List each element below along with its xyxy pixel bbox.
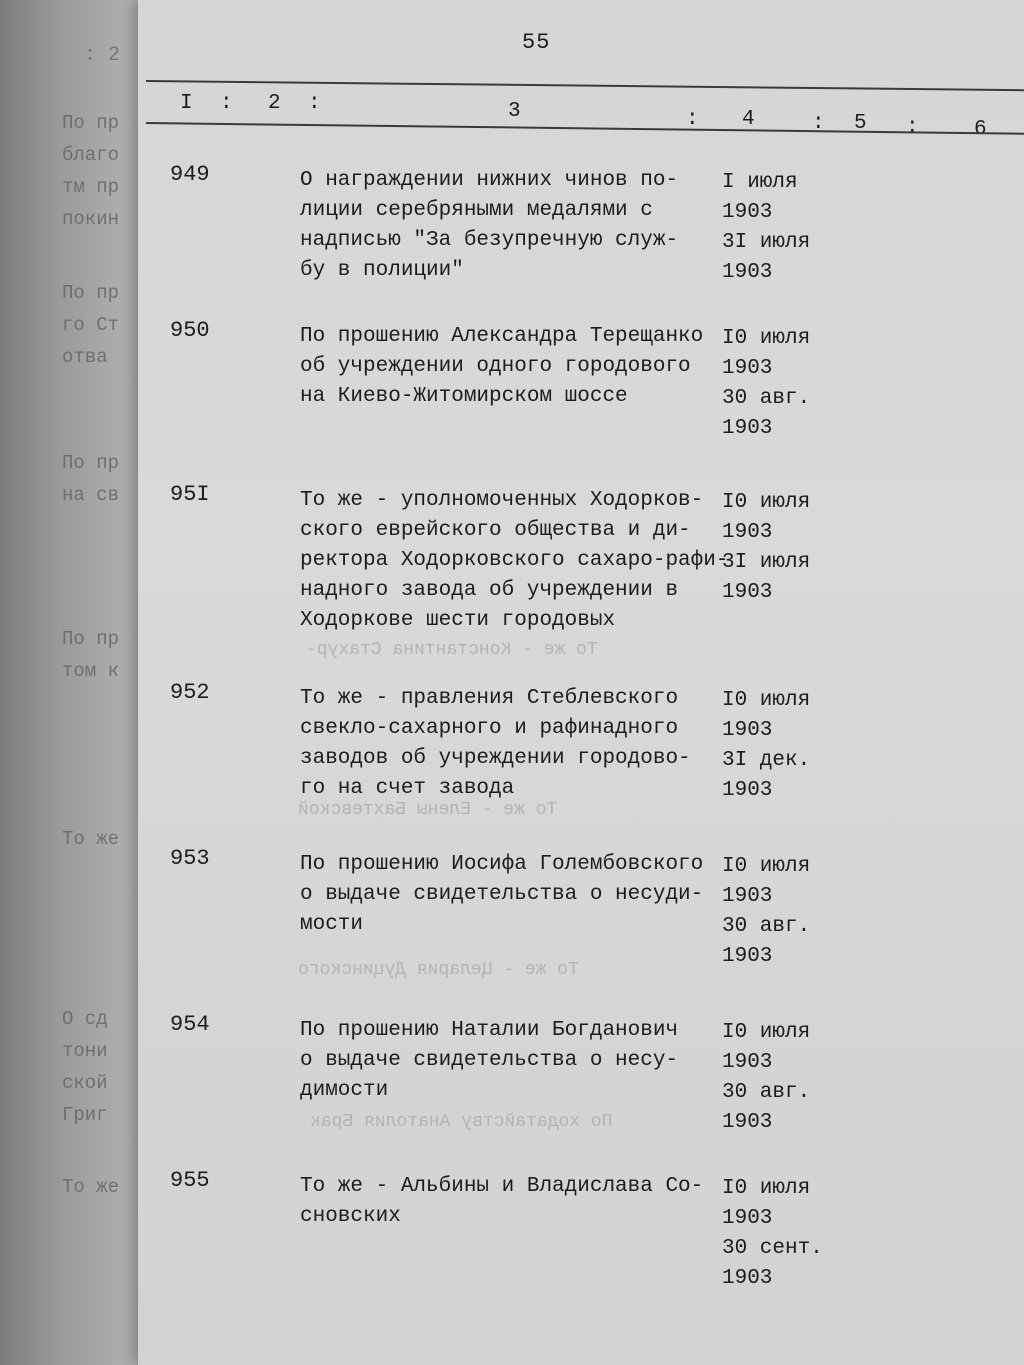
adjacent-page-fragment: тм пр <box>62 176 120 198</box>
end-year: 1903 <box>722 261 773 284</box>
description-line: свекло-сахарного и рафинадного <box>300 717 679 740</box>
entry-number: 952 <box>170 680 210 705</box>
entry-number: 95I <box>170 482 210 507</box>
start-year: 1903 <box>722 357 773 380</box>
column-header-6: 6 <box>974 118 987 141</box>
description-line: По прошению Наталии Богданович <box>300 1019 679 1042</box>
description-line: на Киево-Житомирском шоссе <box>300 385 628 408</box>
column-header-2: 2 <box>268 92 281 115</box>
end-date: 30 авг. <box>722 915 811 938</box>
end-year: 1903 <box>722 1111 773 1134</box>
start-year: 1903 <box>722 885 773 908</box>
description-line: бу в полиции" <box>300 259 464 282</box>
column-header-5: 5 <box>854 112 867 135</box>
header-top-rule <box>146 80 1024 91</box>
entry-dates <box>722 686 810 806</box>
adjacent-page-fragment: благо <box>62 144 120 166</box>
start-year: 1903 <box>722 1207 773 1230</box>
description-line: ского еврейского общества и ди- <box>300 519 691 542</box>
start-date: I0 июля <box>722 689 811 712</box>
description-line: Ходоркове шести городовых <box>300 609 616 632</box>
start-date: I0 июля <box>722 491 811 514</box>
description-line: заводов об учреждении городово- <box>300 747 691 770</box>
column-separator: : <box>686 108 699 131</box>
end-year: 1903 <box>722 581 773 604</box>
description-line: То же - Альбины и Владислава Со- <box>300 1175 704 1198</box>
description-line: То же - правления Стеблевского <box>300 687 679 710</box>
end-date: 30 авг. <box>722 1081 811 1104</box>
start-date: I0 июля <box>722 327 811 350</box>
adjacent-page-fragment: То же <box>62 1176 120 1198</box>
column-header-1: I <box>180 92 193 115</box>
entry-dates <box>722 1174 823 1294</box>
adjacent-page-fragment: По пр <box>62 452 120 474</box>
column-separator: : <box>906 116 919 139</box>
adjacent-page-edge <box>0 0 150 1365</box>
archive-inventory-page <box>138 0 1024 1365</box>
entry-number: 949 <box>170 162 210 187</box>
entry-number: 953 <box>170 846 210 871</box>
start-year: 1903 <box>722 201 773 224</box>
column-header-4: 4 <box>742 108 755 131</box>
start-year: 1903 <box>722 521 773 544</box>
entry-description <box>300 1172 740 1232</box>
description-line: То же - уполномоченных Ходорков- <box>300 489 704 512</box>
start-date: I0 июля <box>722 1177 811 1200</box>
end-date: 3I июля <box>722 231 811 254</box>
adjacent-page-fragment: отва <box>62 346 108 368</box>
adjacent-page-fragment: По пр <box>62 112 120 134</box>
description-line: димости <box>300 1079 389 1102</box>
header-bottom-rule <box>146 122 1024 135</box>
description-line: ректора Ходорковского сахаро-рафи- <box>300 549 729 572</box>
end-year: 1903 <box>722 1267 773 1290</box>
adjacent-page-fragment: на св <box>62 484 120 506</box>
start-date: I июля <box>722 171 798 194</box>
entry-dates <box>722 1018 810 1138</box>
end-date: 3I июля <box>722 551 811 574</box>
show-through-text: По ходатайству Анатолия Брак <box>310 1112 613 1132</box>
description-line: о выдаче свидетельства о несуди- <box>300 883 704 906</box>
start-date: I0 июля <box>722 1021 811 1044</box>
entry-description <box>300 1016 740 1106</box>
description-line: о выдаче свидетельства о несу- <box>300 1049 679 1072</box>
entry-number: 950 <box>170 318 210 343</box>
description-line: По прошению Иосифа Голембовского <box>300 853 704 876</box>
adjacent-page-fragment: О сд <box>62 1008 108 1030</box>
description-line: надписью "За безупречную служ- <box>300 229 679 252</box>
start-date: I0 июля <box>722 855 811 878</box>
column-separator: : <box>812 112 825 135</box>
adjacent-page-fragment: том к <box>62 660 120 682</box>
entry-dates <box>722 852 810 972</box>
description-line: об учреждении одного городового <box>300 355 691 378</box>
entry-dates <box>722 168 810 288</box>
column-separator: : <box>220 92 233 115</box>
adjacent-page-fragment: тони <box>62 1040 108 1062</box>
description-line: лиции серебряными медалями с <box>300 199 653 222</box>
description-line: сновских <box>300 1205 401 1228</box>
description-line: По прошению Александра Терещанко <box>300 325 704 348</box>
column-header-3: 3 <box>508 100 521 123</box>
adjacent-page-header-mark: : 2 <box>84 44 121 67</box>
end-year: 1903 <box>722 945 773 968</box>
adjacent-page-fragment: покин <box>62 208 120 230</box>
entry-description <box>300 166 740 286</box>
show-through-text: То же - Константина Стахур- <box>306 640 598 660</box>
end-year: 1903 <box>722 417 773 440</box>
entry-description <box>300 322 740 412</box>
start-year: 1903 <box>722 719 773 742</box>
page-number: 55 <box>522 30 551 55</box>
adjacent-page-fragment: По пр <box>62 628 120 650</box>
column-separator: : <box>308 92 321 115</box>
description-line: мости <box>300 913 364 936</box>
show-through-text: То же - Елены Бахтевской <box>298 800 558 820</box>
entry-dates <box>722 324 810 444</box>
description-line: надного завода об учреждении в <box>300 579 679 602</box>
adjacent-page-fragment: По пр <box>62 282 120 304</box>
entry-description <box>300 850 740 940</box>
start-year: 1903 <box>722 1051 773 1074</box>
end-date: 3I дек. <box>722 749 811 772</box>
adjacent-page-fragment: То же <box>62 828 120 850</box>
end-year: 1903 <box>722 779 773 802</box>
entry-description <box>300 684 740 804</box>
end-date: 30 авг. <box>722 387 811 410</box>
description-line: го на счет завода <box>300 777 515 800</box>
description-line: О награждении нижних чинов по- <box>300 169 679 192</box>
entry-dates <box>722 488 810 608</box>
adjacent-page-fragment: ской <box>62 1072 108 1094</box>
adjacent-page-fragment: го Ст <box>62 314 120 336</box>
entry-number: 954 <box>170 1012 210 1037</box>
entry-number: 955 <box>170 1168 210 1193</box>
adjacent-page-fragment: Григ <box>62 1104 108 1126</box>
show-through-text: То же - Целария Дуцинского <box>298 960 579 980</box>
entry-description <box>300 486 740 636</box>
end-date: 30 сент. <box>722 1237 823 1260</box>
